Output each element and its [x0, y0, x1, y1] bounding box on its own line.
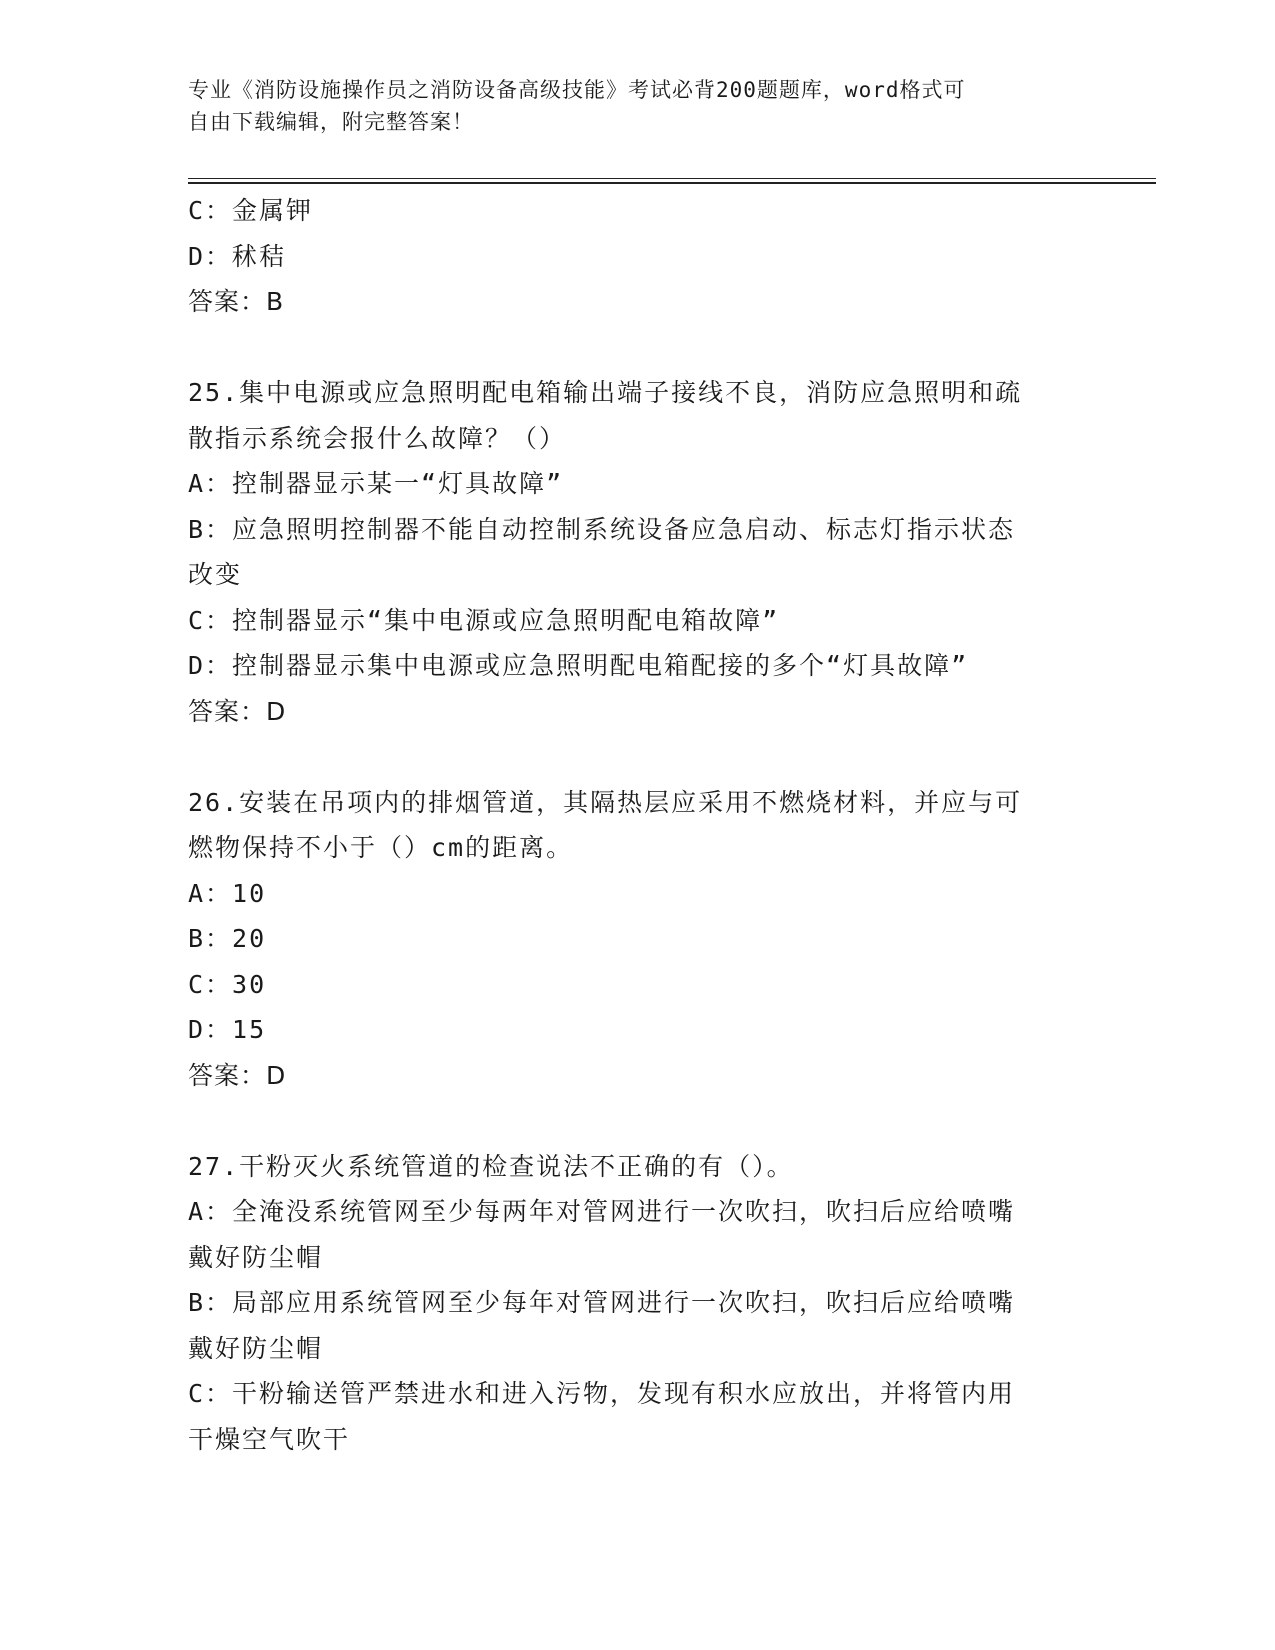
q25-option-c: C：控制器显示“集中电源或应急照明配电箱故障”	[188, 605, 780, 635]
q27-option-a-line-2: 戴好防尘帽	[188, 1242, 324, 1272]
prev-answer: 答案：B	[188, 287, 285, 316]
spacer	[188, 1098, 1088, 1144]
q25-answer: 答案：D	[188, 696, 287, 726]
q26-option-d: D：15	[188, 1015, 267, 1044]
q26-option-b: B：20	[188, 924, 267, 953]
q25-option-b-line-1: B：应急照明控制器不能自动控制系统设备应急启动、标志灯指示状态	[188, 514, 1016, 544]
q26-option-c: C：30	[188, 969, 267, 999]
q25-option-d: D：控制器显示集中电源或应急照明配电箱配接的多个“灯具故障”	[188, 651, 969, 680]
header-line-1: 专业《消防设施操作员之消防设备高级技能》考试必背200题题库，word格式可	[188, 78, 966, 102]
q26-stem-line-2: 燃物保持不小于（）cm的距离。	[188, 833, 574, 862]
q25-option-b-line-2: 改变	[188, 560, 243, 589]
q27-option-b-line-2: 戴好防尘帽	[188, 1333, 324, 1363]
q27-option-a-line-1: A：全淹没系统管网至少每两年对管网进行一次吹扫，吹扫后应给喷嘴	[188, 1197, 1016, 1226]
q26-answer: 答案：D	[188, 1060, 287, 1090]
q27-option-b-line-1: B：局部应用系统管网至少每年对管网进行一次吹扫，吹扫后应给喷嘴	[188, 1288, 1016, 1317]
spacer	[188, 734, 1088, 780]
header-line-2: 自由下载编辑，附完整答案！	[188, 110, 474, 134]
q27-option-c-line-2: 干燥空气吹干	[188, 1424, 351, 1454]
question-content	[188, 188, 1088, 1462]
prev-option-d: D：秫秸	[188, 241, 287, 271]
q27-stem: 27.干粉灭火系统管道的检查说法不正确的有（）。	[188, 1151, 794, 1181]
document-header	[188, 74, 1068, 138]
header-divider-thick	[188, 182, 1156, 184]
q25-stem-line-2: 散指示系统会报什么故障？（）	[188, 423, 567, 453]
header-divider-thin	[188, 178, 1156, 179]
prev-option-c: C：金属钾	[188, 196, 314, 225]
q25-stem-line-1: 25.集中电源或应急照明配电箱输出端子接线不良，消防应急照明和疏	[188, 378, 1023, 407]
q27-option-c-line-1: C：干粉输送管严禁进水和进入污物，发现有积水应放出，并将管内用	[188, 1379, 1016, 1408]
q26-stem-line-1: 26.安装在吊项内的排烟管道，其隔热层应采用不燃烧材料，并应与可	[188, 787, 1023, 817]
spacer	[188, 325, 1088, 371]
q25-option-a: A：控制器显示某一“灯具故障”	[188, 469, 564, 498]
q26-option-a: A：10	[188, 878, 267, 908]
